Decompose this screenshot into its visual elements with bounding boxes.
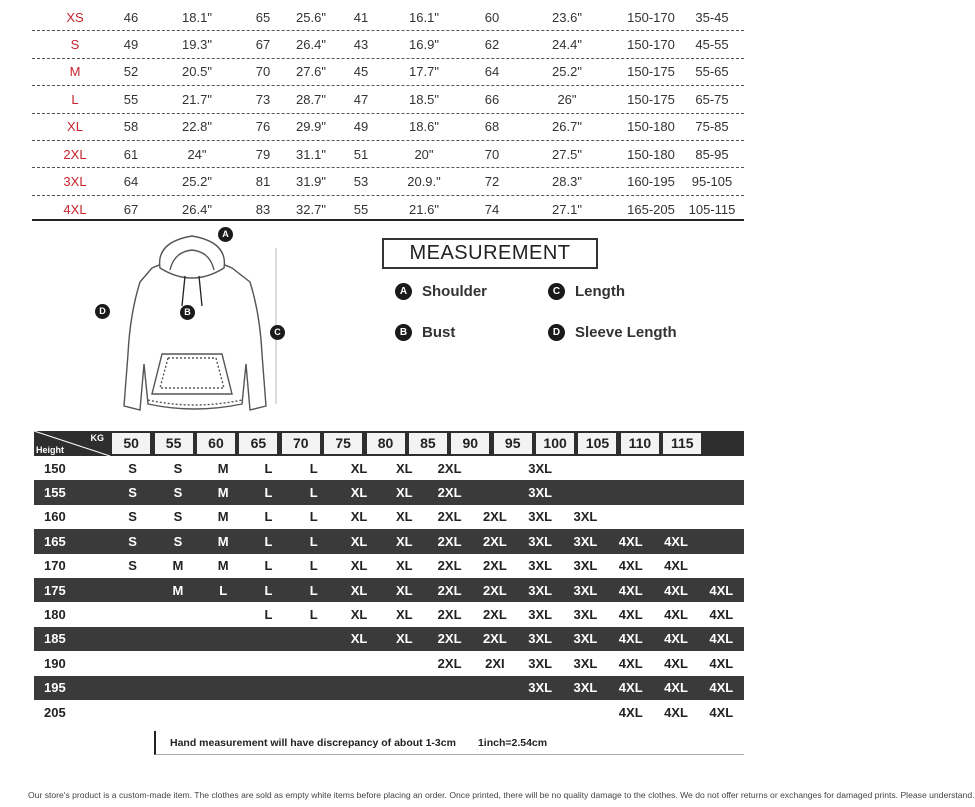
weight-columns [110, 431, 703, 456]
table-row [34, 676, 744, 700]
weight-column-header [322, 431, 364, 456]
marker-d: D [95, 304, 110, 319]
size-cell: M [217, 558, 229, 574]
table-cell: 26.4" [296, 37, 326, 53]
size-cell: 3XL [528, 582, 553, 598]
weight-value: 50 [112, 433, 150, 454]
weight-value: 100 [536, 433, 574, 454]
table-cell: 21.7" [182, 91, 212, 107]
size-cell: 2XL [482, 607, 507, 623]
height-value: 175 [44, 582, 66, 598]
table-cell: 65 [255, 9, 271, 25]
table-cell: 58 [123, 119, 139, 135]
size-cell: 2XL [482, 533, 507, 549]
weight-value: 85 [409, 433, 447, 454]
height-value: 185 [44, 631, 66, 647]
height-value: 165 [44, 533, 66, 549]
table-cell: 76 [255, 119, 271, 135]
table-cell: 24.4" [552, 37, 582, 53]
table-cell: 83 [255, 201, 271, 217]
table-cell: 67 [123, 201, 139, 217]
table-cell: 60 [484, 9, 500, 25]
weight-value: 70 [282, 433, 320, 454]
size-cell: 4XL [664, 558, 688, 574]
size-cell: 2XL [437, 631, 462, 647]
size-cell: XL [396, 460, 413, 476]
table-cell: 25.2" [182, 174, 212, 190]
table-cell: 73 [255, 91, 271, 107]
size-cell: 2XL [437, 460, 462, 476]
table-cell: 16.1" [409, 9, 439, 25]
size-cell: M [172, 582, 184, 598]
table-row [32, 168, 744, 195]
size-cell: 2XL [437, 607, 462, 623]
size-cell: 2XL [437, 582, 462, 598]
table-cell: 75-85 [695, 119, 729, 135]
table-cell: 64 [484, 64, 500, 80]
table-row [34, 578, 744, 602]
table-row [34, 505, 744, 529]
weight-column-header [364, 431, 406, 456]
size-cell: 4XL [664, 631, 688, 647]
marker-c-icon: C [548, 283, 565, 300]
size-cell: 3XL [528, 533, 553, 549]
table-cell: 105-115 [688, 201, 736, 217]
weight-value: 115 [663, 433, 701, 454]
size-cell: L [264, 509, 273, 525]
table-cell: 45-55 [695, 37, 729, 53]
weight-column-header [152, 431, 194, 456]
size-cell: L [309, 485, 318, 501]
size-cell: XL [396, 509, 413, 525]
weight-column-header [534, 431, 576, 456]
size-cell: S [128, 533, 137, 549]
table-cell: 18.5" [409, 91, 439, 107]
hand-measure-note: Hand measurement will have discrepancy of about 1-3cm [170, 736, 456, 749]
size-cell: 2XL [437, 533, 462, 549]
marker-d-icon: D [548, 324, 565, 341]
size-cell: M [217, 533, 229, 549]
size-cell: L [264, 533, 273, 549]
weight-value: 80 [367, 433, 405, 454]
table-cell: 46 [123, 9, 139, 25]
table-cell: 25.6" [296, 9, 326, 25]
table-cell: 28.7" [296, 91, 326, 107]
weight-column-header [110, 431, 152, 456]
weight-column-header [576, 431, 618, 456]
size-cell: 3XL [573, 533, 598, 549]
weight-height-body [34, 456, 744, 724]
table-cell: 19.3" [182, 37, 212, 53]
size-cell: XL [350, 485, 368, 501]
size-cell: XL [350, 607, 368, 623]
table-row [34, 529, 744, 553]
size-cell: 4XL [664, 582, 688, 598]
table-row [34, 627, 744, 651]
size-cell: 3XL [528, 607, 553, 623]
size-cell: 3XL [528, 655, 553, 671]
size-cell: 3XL [528, 631, 553, 647]
size-cell: XL [350, 509, 368, 525]
size-cell: L [264, 607, 273, 623]
size-label: S [70, 37, 80, 53]
size-cell: S [128, 460, 137, 476]
table-cell: 43 [353, 37, 369, 53]
height-value: 170 [44, 558, 66, 574]
size-cell: L [264, 558, 273, 574]
size-cell: 4XL [664, 680, 688, 696]
table-row [34, 700, 744, 724]
table-cell: 51 [353, 146, 369, 162]
weight-column-header [280, 431, 322, 456]
size-cell: XL [350, 558, 368, 574]
size-cell: L [309, 558, 318, 574]
inch-conversion-note: 1inch=2.54cm [477, 736, 548, 749]
table-row [32, 141, 744, 168]
measurement-note [154, 731, 744, 755]
table-corner-header [34, 431, 110, 456]
table-cell: 45 [353, 64, 369, 80]
size-label: XL [67, 119, 83, 135]
table-cell: 27.1" [552, 201, 582, 217]
size-label: M [69, 64, 81, 80]
size-label: XS [66, 9, 84, 25]
table-cell: 165-205 [627, 201, 675, 217]
size-cell: L [309, 460, 318, 476]
size-cell: S [173, 460, 183, 476]
legend-bust [395, 324, 455, 341]
size-cell: S [128, 558, 137, 574]
size-cell: M [217, 485, 229, 501]
legend-label: Shoulder [422, 283, 488, 300]
table-cell: 150-175 [627, 64, 675, 80]
height-value: 155 [44, 485, 66, 501]
legend-label: Sleeve Length [575, 324, 677, 341]
hoodie-diagram [90, 224, 295, 424]
table-cell: 95-105 [691, 174, 733, 190]
size-cell: 4XL [709, 582, 734, 598]
legend-sleeve-length [548, 324, 677, 341]
table-cell: 68 [484, 119, 500, 135]
kg-label: KG [90, 433, 104, 443]
table-row [32, 114, 744, 141]
size-cell: S [173, 509, 183, 525]
table-cell: 20.5" [182, 64, 212, 80]
marker-a-icon: A [395, 283, 412, 300]
size-label: L [71, 91, 79, 107]
table-row [34, 456, 744, 480]
table-cell: 28.3" [552, 174, 582, 190]
legend-label: Bust [422, 324, 456, 341]
legend-length [548, 283, 625, 300]
table-cell: 41 [353, 9, 369, 25]
size-cell: 4XL [709, 607, 734, 623]
legend-shoulder [395, 283, 487, 300]
size-cell: XL [396, 582, 413, 598]
table-cell: 66 [484, 91, 500, 107]
size-cell: S [128, 509, 137, 525]
size-cell: 4XL [618, 655, 643, 671]
size-cell: XL [396, 485, 413, 501]
table-row [32, 86, 744, 113]
size-cell: 4XL [664, 607, 688, 623]
size-cell: 3XL [528, 509, 553, 525]
marker-c: C [270, 325, 285, 340]
table-cell: 150-170 [627, 37, 675, 53]
table-cell: 79 [255, 146, 271, 162]
size-cell: 3XL [573, 509, 598, 525]
size-cell: 4XL [618, 631, 643, 647]
size-cell: 2XL [482, 558, 507, 574]
size-cell: 4XL [709, 655, 734, 671]
size-cell: 4XL [664, 655, 688, 671]
size-cell: 4XL [618, 533, 643, 549]
table-cell: 47 [353, 91, 369, 107]
size-cell: XL [396, 631, 413, 647]
size-cell: 3XL [573, 631, 598, 647]
size-cell: 4XL [618, 607, 643, 623]
table-cell: 20" [414, 146, 434, 162]
legend-label: Length [575, 283, 625, 300]
table-cell: 22.8" [182, 119, 212, 135]
size-cell: 4XL [664, 533, 688, 549]
table-cell: 55 [353, 201, 369, 217]
table-cell: 26.7" [552, 119, 582, 135]
size-cell: XL [350, 533, 368, 549]
size-cell: S [173, 533, 183, 549]
size-cell: 2XL [437, 558, 462, 574]
size-cell: L [219, 582, 228, 598]
size-cell: 3XL [573, 582, 598, 598]
table-cell: 23.6" [552, 9, 582, 25]
table-cell: 150-175 [627, 91, 675, 107]
weight-value: 95 [494, 433, 532, 454]
table-cell: 35-45 [695, 9, 729, 25]
table-cell: 18.1" [182, 9, 212, 25]
table-cell: 21.6" [409, 201, 439, 217]
table-cell: 27.5" [552, 146, 582, 162]
size-cell: 2XL [437, 509, 462, 525]
table-row [32, 59, 744, 86]
size-cell: 3XL [573, 607, 598, 623]
size-cell: L [264, 460, 273, 476]
weight-value: 60 [197, 433, 235, 454]
size-cell: 3XL [573, 558, 598, 574]
table-cell: 32.7" [296, 201, 326, 217]
size-cell: XL [396, 558, 413, 574]
height-value: 205 [44, 704, 66, 720]
table-cell: 52 [123, 64, 139, 80]
weight-column-header [407, 431, 449, 456]
size-cell: 2XI [485, 655, 505, 671]
size-cell: 4XL [664, 704, 688, 720]
size-cell: XL [350, 582, 368, 598]
table-cell: 72 [484, 174, 500, 190]
size-cell: L [264, 582, 273, 598]
size-cell: 3XL [528, 460, 553, 476]
table-cell: 64 [123, 174, 139, 190]
size-cell: 4XL [618, 680, 643, 696]
marker-b-icon: B [395, 324, 412, 341]
size-cell: 3XL [528, 680, 553, 696]
measurement-title: MEASUREMENT [382, 238, 598, 269]
table-row [32, 4, 744, 31]
table-cell: 61 [123, 146, 139, 162]
table-cell: 29.9" [296, 119, 326, 135]
size-cell: M [217, 460, 229, 476]
marker-a: A [218, 227, 233, 242]
table-cell: 25.2" [552, 64, 582, 80]
size-cell: 2XL [482, 582, 507, 598]
size-cell: L [309, 582, 318, 598]
size-cell: L [264, 485, 273, 501]
size-cell: 4XL [709, 631, 734, 647]
table-cell: 55-65 [695, 64, 729, 80]
table-cell: 70 [484, 146, 500, 162]
weight-value: 110 [621, 433, 659, 454]
size-cell: S [173, 485, 183, 501]
table-cell: 49 [353, 119, 369, 135]
weight-column-header [449, 431, 491, 456]
size-cell: 4XL [618, 704, 643, 720]
table-cell: 150-180 [627, 119, 675, 135]
table-cell: 26" [557, 91, 577, 107]
size-chart-table [32, 4, 744, 223]
table-cell: 27.6" [296, 64, 326, 80]
table-cell: 67 [255, 37, 271, 53]
size-label: 3XL [63, 174, 87, 190]
table-row [34, 480, 744, 504]
size-cell: L [309, 607, 318, 623]
table-divider [32, 219, 744, 221]
weight-value: 90 [451, 433, 489, 454]
table-cell: 17.7" [409, 64, 439, 80]
hoodie-outline-icon [90, 224, 295, 424]
table-row [34, 602, 744, 626]
size-cell: 2XL [437, 655, 462, 671]
size-cell: XL [396, 607, 413, 623]
table-row [34, 554, 744, 578]
table-cell: 150-170 [627, 9, 675, 25]
table-cell: 24" [187, 146, 207, 162]
table-cell: 53 [353, 174, 369, 190]
height-value: 195 [44, 680, 66, 696]
size-cell: 4XL [618, 582, 643, 598]
size-cell: 3XL [528, 485, 553, 501]
store-disclaimer: Our store's product is a custom-made item. The clothes are sold as empty white items before placing an order. Once printed, there will be no quality damage to the clothes. We do not offer returns or exchanges for damaged prints. Please understand. [28, 790, 975, 800]
weight-column-header [237, 431, 279, 456]
size-cell: M [217, 509, 229, 525]
size-cell: M [172, 558, 184, 574]
table-row [34, 651, 744, 675]
size-cell: 3XL [528, 558, 553, 574]
size-label: 4XL [63, 201, 87, 217]
size-cell: 2XL [437, 485, 462, 501]
height-label: Height [36, 445, 64, 455]
size-label: 2XL [63, 146, 87, 162]
table-cell: 70 [255, 64, 271, 80]
table-cell: 20.9." [407, 174, 441, 190]
size-cell: L [309, 533, 318, 549]
weight-value: 75 [324, 433, 362, 454]
size-cell: 4XL [709, 704, 734, 720]
table-cell: 31.9" [296, 174, 326, 190]
marker-b: B [180, 305, 195, 320]
height-value: 190 [44, 655, 66, 671]
weight-column-header [195, 431, 237, 456]
table-cell: 81 [255, 174, 271, 190]
height-value: 160 [44, 509, 66, 525]
weight-height-table [34, 431, 744, 724]
weight-header-row [34, 431, 744, 456]
weight-value: 55 [155, 433, 193, 454]
size-cell: XL [396, 533, 413, 549]
table-row [32, 31, 744, 58]
table-cell: 49 [123, 37, 139, 53]
table-cell: 26.4" [182, 201, 212, 217]
table-cell: 85-95 [695, 146, 729, 162]
size-cell: 2XL [482, 509, 507, 525]
size-cell: XL [350, 631, 368, 647]
table-cell: 16.9" [409, 37, 439, 53]
table-cell: 18.6" [409, 119, 439, 135]
size-cell: 4XL [709, 680, 734, 696]
size-cell: XL [350, 460, 368, 476]
size-cell: 3XL [573, 680, 598, 696]
table-cell: 65-75 [695, 91, 729, 107]
table-cell: 55 [123, 91, 139, 107]
size-cell: L [309, 509, 318, 525]
weight-column-header [492, 431, 534, 456]
weight-column-header [619, 431, 661, 456]
size-cell: 4XL [618, 558, 643, 574]
weight-value: 105 [578, 433, 616, 454]
table-cell: 150-180 [627, 146, 675, 162]
weight-value: 65 [239, 433, 277, 454]
size-cell: 2XL [482, 631, 507, 647]
table-cell: 160-195 [627, 174, 675, 190]
size-cell: 3XL [573, 655, 598, 671]
table-cell: 62 [484, 37, 500, 53]
size-cell: S [128, 485, 137, 501]
height-value: 180 [44, 607, 66, 623]
table-cell: 74 [484, 201, 500, 217]
table-cell: 31.1" [296, 146, 326, 162]
weight-column-header [661, 431, 703, 456]
height-value: 150 [44, 460, 66, 476]
